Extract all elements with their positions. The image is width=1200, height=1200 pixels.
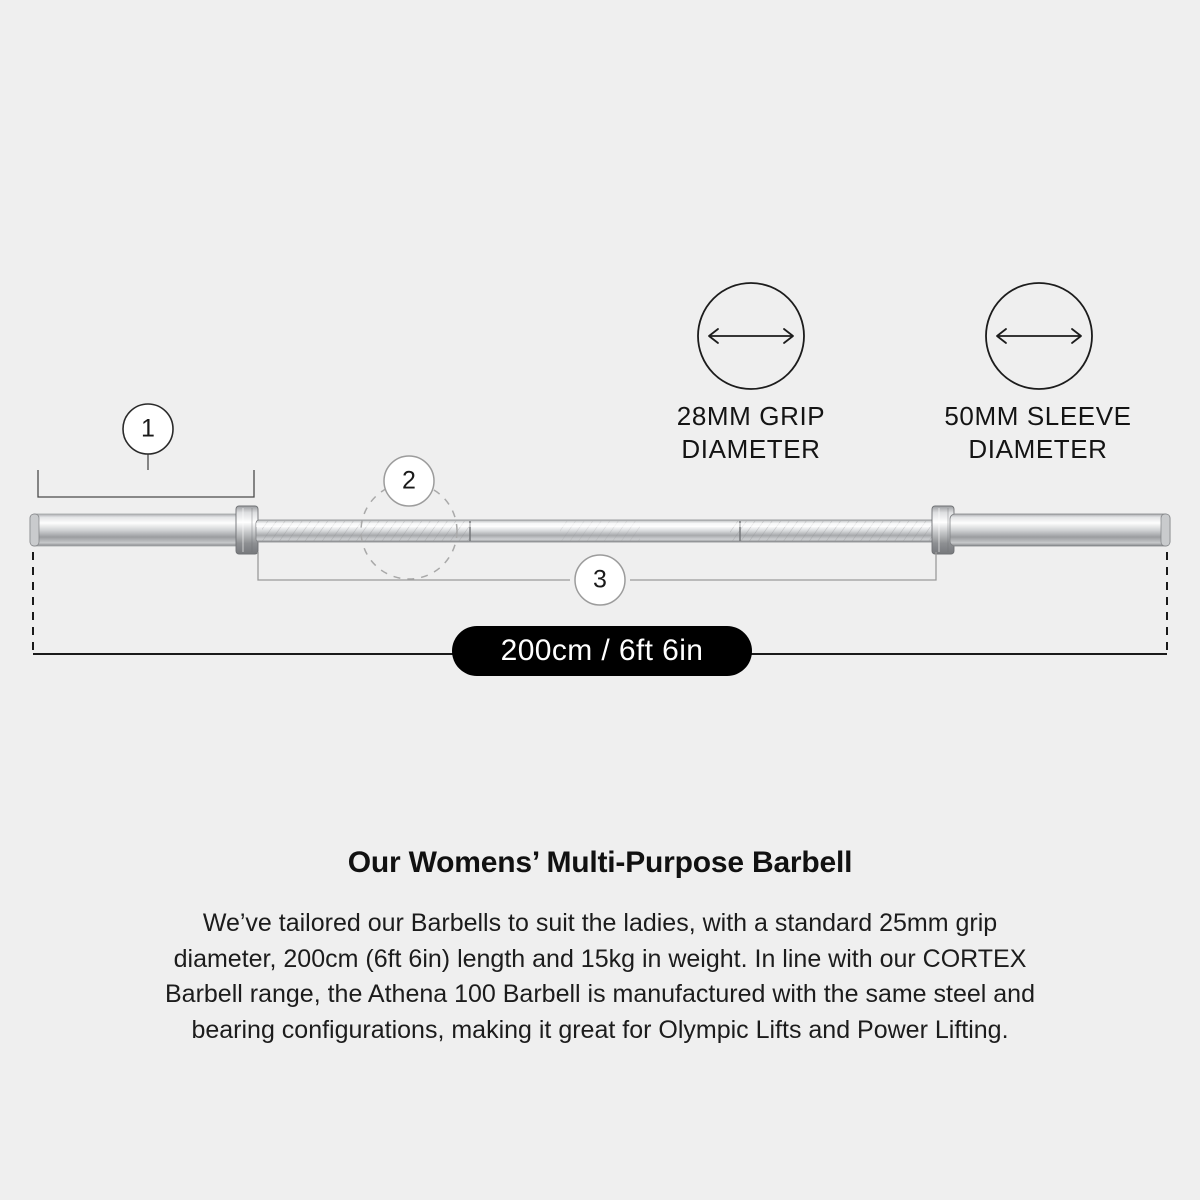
grip-diameter-label (606, 400, 896, 467)
sleeve-diameter-label (893, 400, 1183, 467)
product-description: We’ve tailored our Barbells to suit the ladies, with a standard 25mm grip diameter, 200cm (6ft 6in) length and 15kg in weight. In line with our CORTEX Barbell range, the Athena 100 Barbell is manufactured with the same steel and bearing configurations, making it great for Olympic Lifts and Power Lifting. (165, 909, 1035, 1044)
product-copy (150, 846, 1050, 1048)
grip-diameter-icon (698, 283, 804, 389)
grip-diameter-label-line1: 28MM GRIP (676, 401, 826, 431)
sleeve-diameter-icon (986, 283, 1092, 389)
barbell-graphic (30, 506, 1170, 554)
sleeve-diameter-label-line2: DIAMETER (968, 434, 1108, 465)
callout-1-leader (38, 452, 254, 497)
callout-number-1: 1 (141, 414, 155, 443)
callout-number-3: 3 (593, 565, 607, 594)
grip-diameter-label-line2: DIAMETER (681, 434, 821, 465)
callout-number-2: 2 (402, 466, 416, 495)
length-badge: 200cm / 6ft 6in (452, 626, 752, 676)
sleeve-diameter-label-line1: 50MM SLEEVE (944, 401, 1132, 431)
product-heading: Our Womens’ Multi-Purpose Barbell (347, 846, 853, 879)
